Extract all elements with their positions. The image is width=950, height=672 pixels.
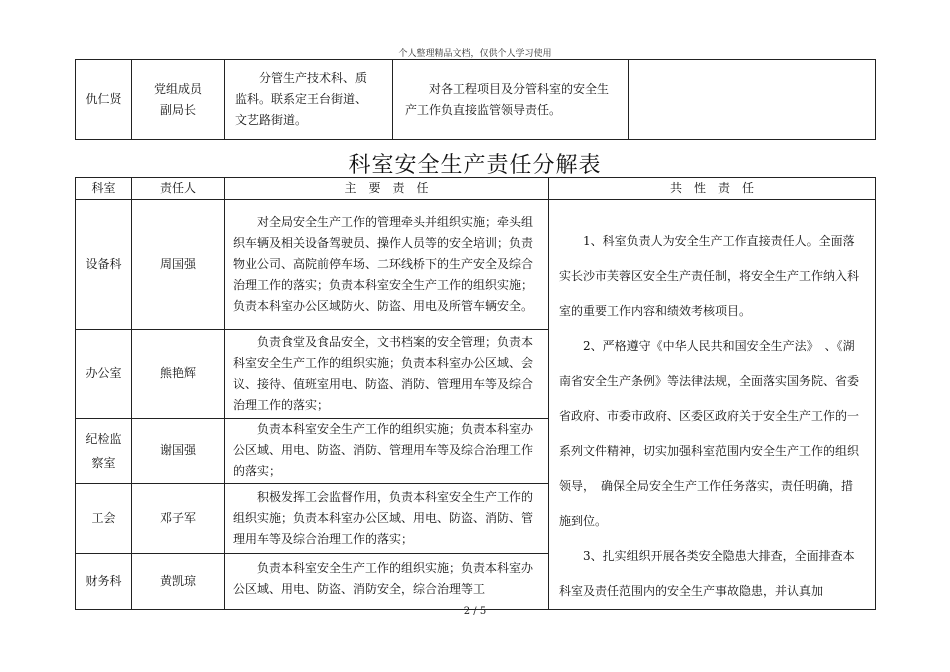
watermark-header: 个人整理精品文档，仅供个人学习使用: [398, 49, 552, 59]
row-dept: 工会: [76, 484, 132, 554]
leader-table: [75, 59, 876, 140]
row-person: 谢国强: [132, 418, 225, 483]
header-dept: 科室: [76, 178, 132, 200]
row-duty: 对全局安全生产工作的管理牵头并组织实施；牵头组织车辆及相关设备驾驶员、操作人员等的安全培训；负责物业公司、高院前停车场、二环线桥下的生产安全及综合治理工作的落实；负责本科室安全生产工作的组织实施；负责本科室办公区域防火、防盗、用电及所管车辆安全。: [225, 200, 549, 330]
row-person: 周国强: [132, 200, 225, 330]
header-main-duty: 主 要 责 任: [225, 178, 549, 200]
table-header-row: [76, 178, 876, 200]
page-number: 2 / 5: [463, 606, 487, 617]
leader-row: [76, 60, 876, 140]
leader-assignment: 分管生产技术科、质监科。联系定王台街道、文艺路街道。: [225, 60, 393, 140]
leader-duty: 对各工程项目及分管科室的安全生产工作负直接监管领导责任。: [393, 60, 629, 140]
row-dept: 纪检监察室: [76, 418, 132, 483]
row-duty: 积极发挥工会监督作用，负责本科室安全生产工作的组织实施；负责本科室办公区域、用电、防盗、消防、管理用车等及综合治理工作的落实；: [225, 484, 549, 554]
table-row: [76, 200, 876, 330]
row-duty: 负责本科室安全生产工作的组织实施；负责本科室办公区域、用电、防盗、消防安全，综合治理等工: [225, 553, 549, 609]
row-person: 邓子军: [132, 484, 225, 554]
leader-extra: [629, 60, 876, 140]
page-title: 科室安全生产责任分解表: [348, 153, 602, 178]
row-dept: 财务科: [76, 553, 132, 609]
shared-duty-item: 3、扎实组织开展各类安全隐患大排查，全面排查本科室及责任范围内的安全生产事故隐患，并认真加: [559, 549, 855, 598]
header-person: 责任人: [132, 178, 225, 200]
leader-position: 党组成员 副局长: [132, 60, 225, 140]
shared-duty-item: 1、科室负责人为安全生产工作直接责任人。全面落实长沙市芙蓉区安全生产责任制，将安全生产工作纳入科室的重要工作内容和绩效考核项目。: [559, 234, 860, 318]
shared-duty-item: 2、严格遵守《中华人民共和国安全生产法》 、《湖南省安全生产条例》等法律法规，全面落实国务院、省委省政府、市委市政府、区委区政府关于安全生产工作的一系列文件精神，切实加强科室范围内安全生产工作的组织领导， 确保全局安全生产工作任务落实，责任明确，措施到位。: [559, 339, 860, 528]
leader-name: 仇仁贤: [76, 60, 132, 140]
row-dept: 办公室: [76, 329, 132, 418]
row-dept: 设备科: [76, 200, 132, 330]
responsibility-table: [75, 177, 876, 610]
row-duty: 负责食堂及食品安全，文书档案的安全管理；负责本科室安全生产工作的组织实施；负责本科室办公区域、会议、接待、值班室用电、防盗、消防、管理用车等及综合治理工作的落实；: [225, 329, 549, 418]
row-person: 熊艳辉: [132, 329, 225, 418]
shared-duties-cell: [549, 200, 876, 610]
header-shared-duty: 共 性 责 任: [549, 178, 876, 200]
row-duty: 负责本科室安全生产工作的组织实施；负责本科室办公区域、用电、防盗、消防、管理用车等及综合治理工作的落实；: [225, 418, 549, 483]
row-person: 黄凯琼: [132, 553, 225, 609]
